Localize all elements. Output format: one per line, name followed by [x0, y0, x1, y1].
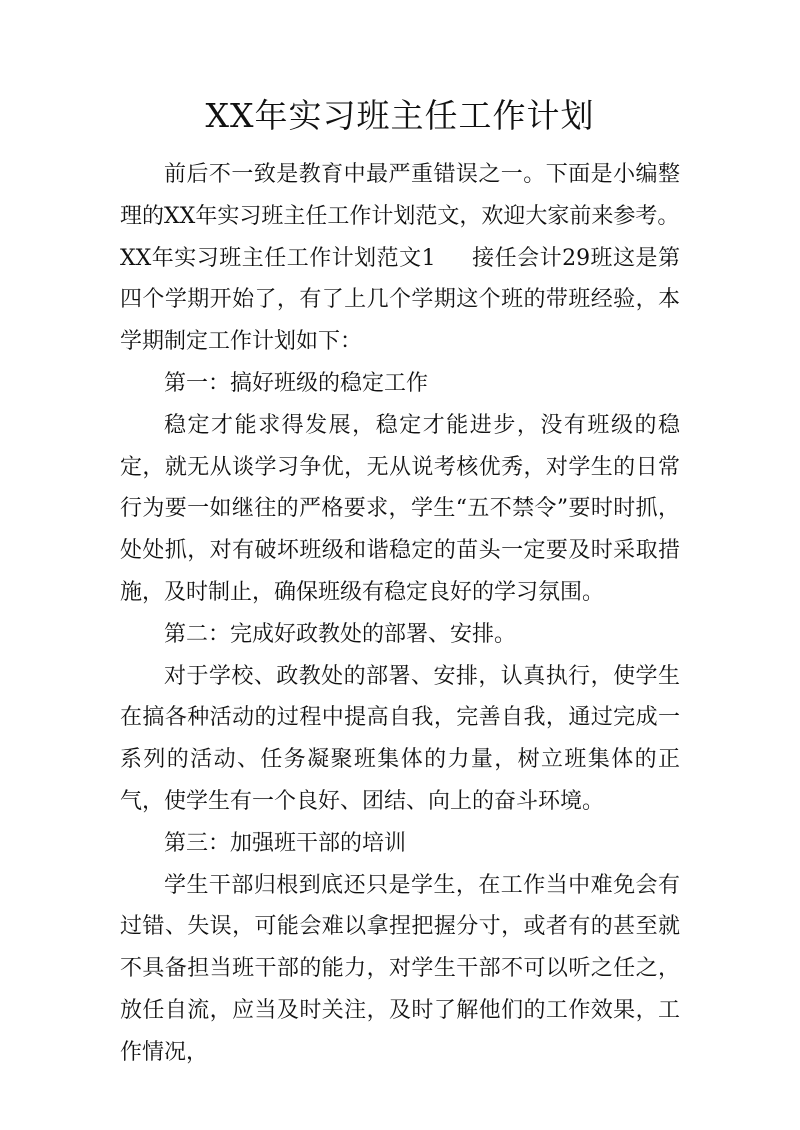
section-1-heading: 第一：搞好班级的稳定工作 [164, 370, 429, 396]
section-3-paragraph: 学生干部归根到底还只是学生，在工作当中难免会有过错、失误，可能会难以拿捏把握分寸，或者有的甚至就不具备担当班干部的能力，对学生干部不可以听之任之，放任自流，应当及时关注，及时了解他们的工作效果，工作情况， [120, 872, 680, 1065]
section-2-paragraph: 对于学校、政教处的部署、安排，认真执行，使学生在搞各种活动的过程中提高自我，完善自我，通过完成一系列的活动、任务凝聚班集体的力量，树立班集体的正气，使学生有一个良好、团结、向上的奋斗环境。 [120, 663, 680, 814]
document-title: XX年实习班主任工作计划 [205, 96, 595, 135]
sample-intro: 接任会计29班这是第四个学期开始了，有了上几个学期这个班的带班经验，本学期制定工作计划如下： [120, 245, 681, 355]
document-body [120, 154, 680, 1074]
section-2-heading: 第二：完成好政教处的部署、安排。 [164, 621, 517, 647]
intro-paragraph: 前后不一致是教育中最严重错误之一。下面是小编整理的XX年实习班主任工作计划范文，欢迎大家前来参考。 [120, 162, 680, 229]
sample-heading: XX年实习班主任工作计划范文1 [120, 245, 436, 271]
section-1-paragraph: 稳定才能求得发展，稳定才能进步，没有班级的稳定，就无从谈学习争优，无从说考核优秀，对学生的日常行为要一如继往的严格要求，学生“五不禁令”要时时抓，处处抓，对有破坏班级和谐稳定的苗头一定要及时采取措施，及时制止，确保班级有稳定良好的学习氛围。 [120, 412, 680, 605]
section-3-heading: 第三：加强班干部的培训 [164, 830, 407, 856]
sample-paragraph [120, 238, 680, 363]
